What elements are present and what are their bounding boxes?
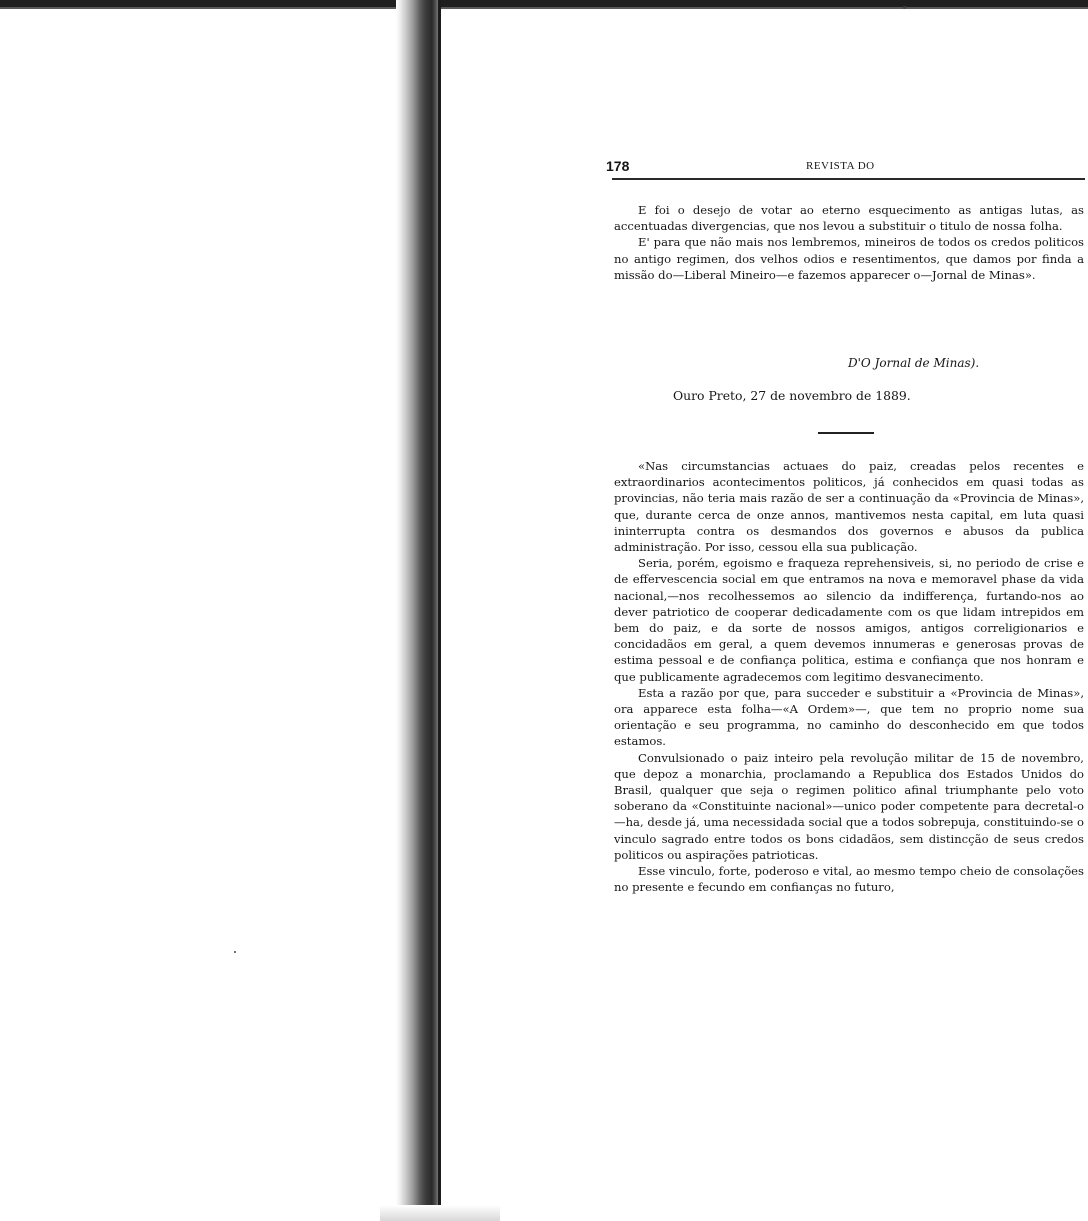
scan-bottom-shadow (380, 1205, 500, 1221)
paragraph: Seria, porém, egoismo e fraqueza reprehensiveis, si, no periodo de crise e de effervescencia social em que entramos na nova e memoravel phase da vida nacional,—nos recolhessemos ao silencio da indifferença, furtando-nos ao dever patriotico de cooperar dedicadamente com os que lidam intrepidos em bem do paiz, e da sorte de nossos amigos, antigos correligionarios e concidadãos em geral, a quem devemos innumeras e generosas provas de estima pessoal e de confiança politica, estima e confiança que nos honram e que publicamente agradecemos com legitimo desvanecimento. (614, 556, 1084, 684)
page-number: 178 (606, 158, 630, 174)
scan-top-border-shadow (0, 7, 1088, 9)
header-rule (612, 178, 1085, 180)
running-head: REVISTA DO (806, 160, 875, 172)
paragraph: Esta a razão por que, para succeder e substituir a «Provincia de Minas», ora apparece esta folha—«A Ordem»—, que tem no proprio nome sua orientação e seu programma, no caminho do desconhecido em que todos estamos. (614, 685, 1084, 749)
paragraph: «Nas circumstancias actuaes do paiz, creadas pelos recentes e extraordinarios acontecimentos politicos, já conhecidos em quasi todas as provincias, não teria mais razão de ser a continuação da «Provincia de Minas», que, durante cerca de onze annos, mantivemos nesta capital, em luta quasi ininterrupta contra os desmandos dos governos e abusos da publica administração. Por isso, cessou ella sua publicação. (614, 459, 1084, 555)
source-signature: D'O Jornal de Minas). (848, 356, 980, 370)
book-gutter-edge (438, 0, 441, 1221)
section-separator (818, 432, 874, 434)
dateline: Ouro Preto, 27 de novembro de 1889. (673, 388, 911, 403)
paragraph: E' para que não mais nos lembremos, mineiros de todos os credos politicos no antigo regimen, dos velhos odios e resentimentos, que damos por finda a missão do—Liberal Mineiro—e fazemos apparecer o—Jornal de Minas». (614, 235, 1084, 282)
scan-speck (234, 951, 236, 953)
paragraph: E foi o desejo de votar ao eterno esquecimento as antigas lutas, as accentuadas divergencias, que nos levou a substituir o titulo de nossa folha. (614, 203, 1084, 234)
scan-top-border (0, 0, 1088, 7)
ordem-editorial (614, 458, 1084, 895)
paragraph: Esse vinculo, forte, poderoso e vital, ao mesmo tempo cheio de consolações no presente e fecundo em confianças no futuro, (614, 864, 1084, 895)
page-header (600, 158, 1085, 180)
book-spine-shadow (396, 0, 440, 1221)
paragraph: Convulsionado o paiz inteiro pela revolução militar de 15 de novembro, que depoz a monarchia, proclamando a Republica dos Estados Unidos do Brasil, qualquer que seja o regimen politico afinal triumphante pelo voto soberano da «Constituinte nacional»—unico poder competente para decretal-o—ha, desde já, uma necessidada social que a todos sobrepuja, constituindo-se o vinculo sagrado entre todos os bons cidadãos, sem distincção de seus credos politicos ou aspirações patrioticas. (614, 750, 1084, 862)
scan-speck (903, 6, 906, 9)
closing-editorial (614, 202, 1084, 283)
